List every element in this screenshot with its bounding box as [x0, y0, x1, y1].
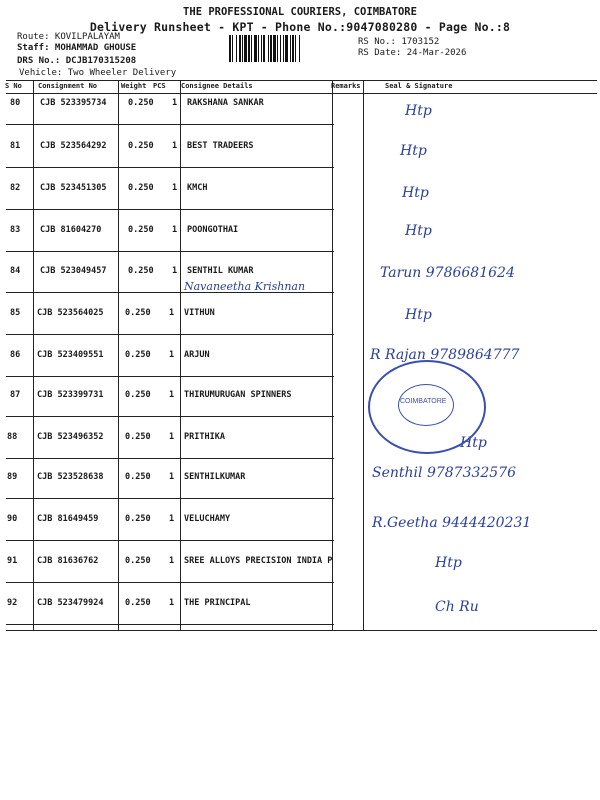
- header-remarks: Remarks: [331, 82, 361, 90]
- column-divider: [180, 80, 181, 630]
- handwritten-note: Navaneetha Krishnan: [184, 280, 306, 293]
- row-signature: Ch Ru: [435, 599, 479, 615]
- row-weight: 0.250: [128, 266, 154, 276]
- row-sno: 89: [7, 472, 18, 482]
- column-divider: [118, 80, 119, 630]
- row-separator: [6, 124, 334, 125]
- drs-label: DRS No.: DCJB170315208: [17, 56, 137, 66]
- rs-date: RS Date: 24-Mar-2026: [358, 48, 467, 58]
- row-sno: 81: [10, 141, 21, 151]
- row-consignee: BEST TRADEERS: [187, 141, 254, 151]
- row-consignee: SENTHILKUMAR: [184, 472, 246, 482]
- row-consignee: ARJUN: [184, 350, 210, 360]
- row-weight: 0.250: [125, 556, 151, 566]
- row-consignee: VELUCHAMY: [184, 514, 231, 524]
- row-consignment-no: CJB 523399731: [37, 390, 104, 400]
- row-consignment-no: CJB 523528638: [37, 472, 104, 482]
- row-separator: [6, 376, 334, 377]
- row-sno: 82: [10, 183, 21, 193]
- row-consignment-no: CJB 523496352: [37, 432, 104, 442]
- row-pcs: 1: [169, 472, 175, 482]
- header-pcs: PCS: [153, 82, 166, 90]
- staff-label: Staff: MOHAMMAD GHOUSE: [17, 43, 137, 53]
- row-pcs: 1: [169, 308, 175, 318]
- row-weight: 0.250: [125, 514, 151, 524]
- row-separator: [6, 251, 334, 252]
- header-sno: S No: [5, 82, 22, 90]
- row-pcs: 1: [169, 514, 175, 524]
- row-separator: [6, 458, 334, 459]
- row-sno: 88: [7, 432, 18, 442]
- row-consignment-no: CJB 523409551: [37, 350, 104, 360]
- barcode-image: [229, 35, 352, 62]
- row-pcs: 1: [169, 432, 175, 442]
- row-sno: 85: [10, 308, 21, 318]
- row-consignment-no: CJB 81649459: [37, 514, 99, 524]
- row-consignment-no: CJB 523395734: [40, 98, 107, 108]
- header-consignee: Consignee Details: [181, 82, 253, 90]
- row-consignment-no: CJB 523049457: [40, 266, 107, 276]
- row-separator: [6, 624, 334, 625]
- row-signature: R Rajan 9789864777: [370, 347, 520, 363]
- row-weight: 0.250: [125, 390, 151, 400]
- row-consignment-no: CJB 523479924: [37, 598, 104, 608]
- row-consignee: RAKSHANA SANKAR: [187, 98, 264, 108]
- row-weight: 0.250: [128, 141, 154, 151]
- row-consignment-no: CJB 523451305: [40, 183, 107, 193]
- row-weight: 0.250: [125, 308, 151, 318]
- header-weight: Weight: [121, 82, 147, 90]
- row-sno: 92: [7, 598, 18, 608]
- company-title: THE PROFESSIONAL COURIERS, COIMBATORE: [183, 6, 417, 18]
- table-bottom-border: [6, 630, 597, 631]
- row-signature: Tarun 9786681624: [380, 265, 515, 281]
- row-weight: 0.250: [128, 98, 154, 108]
- row-signature: Htp: [400, 143, 427, 159]
- row-weight: 0.250: [125, 598, 151, 608]
- row-pcs: 1: [172, 183, 178, 193]
- row-consignee: PRITHIKA: [184, 432, 225, 442]
- row-weight: 0.250: [128, 183, 154, 193]
- row-pcs: 1: [172, 266, 178, 276]
- row-pcs: 1: [169, 390, 175, 400]
- row-consignment-no: CJB 81636762: [37, 556, 99, 566]
- route-label: Route: KOVILPALAYAM: [17, 32, 120, 42]
- seal-text: COIMBATORE: [400, 398, 447, 405]
- row-consignee: THIRUMURUGAN SPINNERS: [184, 390, 292, 400]
- row-weight: 0.250: [128, 225, 154, 235]
- row-weight: 0.250: [125, 350, 151, 360]
- row-consignee: SREE ALLOYS PRECISION INDIA P: [184, 556, 333, 566]
- column-divider: [332, 80, 333, 630]
- row-signature: R.Geetha 9444420231: [372, 515, 532, 531]
- row-separator: [6, 582, 334, 583]
- row-pcs: 1: [169, 598, 175, 608]
- row-signature: Htp: [460, 435, 487, 451]
- column-divider: [363, 80, 364, 630]
- row-sno: 83: [10, 225, 21, 235]
- company-seal: [368, 360, 486, 454]
- row-consignee: SENTHIL KUMAR: [187, 266, 254, 276]
- vehicle-label: Vehicle: Two Wheeler Delivery: [19, 68, 177, 78]
- row-separator: [6, 498, 334, 499]
- row-signature: Htp: [405, 103, 432, 119]
- runsheet-subtitle: Delivery Runsheet - KPT - Phone No.:9047080280 - Page No.:8: [89, 20, 511, 34]
- row-pcs: 1: [172, 141, 178, 151]
- row-sno: 86: [10, 350, 21, 360]
- table-header-border: [6, 93, 597, 94]
- row-sno: 90: [7, 514, 18, 524]
- row-sno: 84: [10, 266, 21, 276]
- table-top-border: [6, 80, 597, 81]
- header-consignment: Consignment No: [38, 82, 98, 90]
- row-pcs: 1: [169, 350, 175, 360]
- row-signature: Senthil 9787332576: [372, 465, 517, 481]
- header-signature: Seal & Signature: [385, 82, 453, 90]
- row-consignment-no: CJB 81604270: [40, 225, 102, 235]
- row-pcs: 1: [172, 98, 178, 108]
- row-separator: [6, 167, 334, 168]
- column-divider: [33, 80, 34, 630]
- row-pcs: 1: [169, 556, 175, 566]
- row-weight: 0.250: [125, 432, 151, 442]
- row-pcs: 1: [172, 225, 178, 235]
- row-separator: [6, 334, 334, 335]
- row-consignee: THE PRINCIPAL: [184, 598, 251, 608]
- row-sno: 80: [10, 98, 21, 108]
- row-signature: Htp: [405, 307, 432, 323]
- row-weight: 0.250: [125, 472, 151, 482]
- row-consignee: POONGOTHAI: [187, 225, 239, 235]
- row-separator: [6, 209, 334, 210]
- row-signature: Htp: [402, 185, 429, 201]
- row-signature: Htp: [405, 223, 432, 239]
- rs-number: RS No.: 1703152: [358, 37, 440, 47]
- row-consignee: KMCH: [187, 183, 208, 193]
- row-sno: 87: [10, 390, 21, 400]
- row-sno: 91: [7, 556, 18, 566]
- row-consignment-no: CJB 523564292: [40, 141, 107, 151]
- row-signature: Htp: [435, 555, 462, 571]
- row-consignee: VITHUN: [184, 308, 215, 318]
- row-separator: [6, 416, 334, 417]
- row-separator: [6, 540, 334, 541]
- row-consignment-no: CJB 523564025: [37, 308, 104, 318]
